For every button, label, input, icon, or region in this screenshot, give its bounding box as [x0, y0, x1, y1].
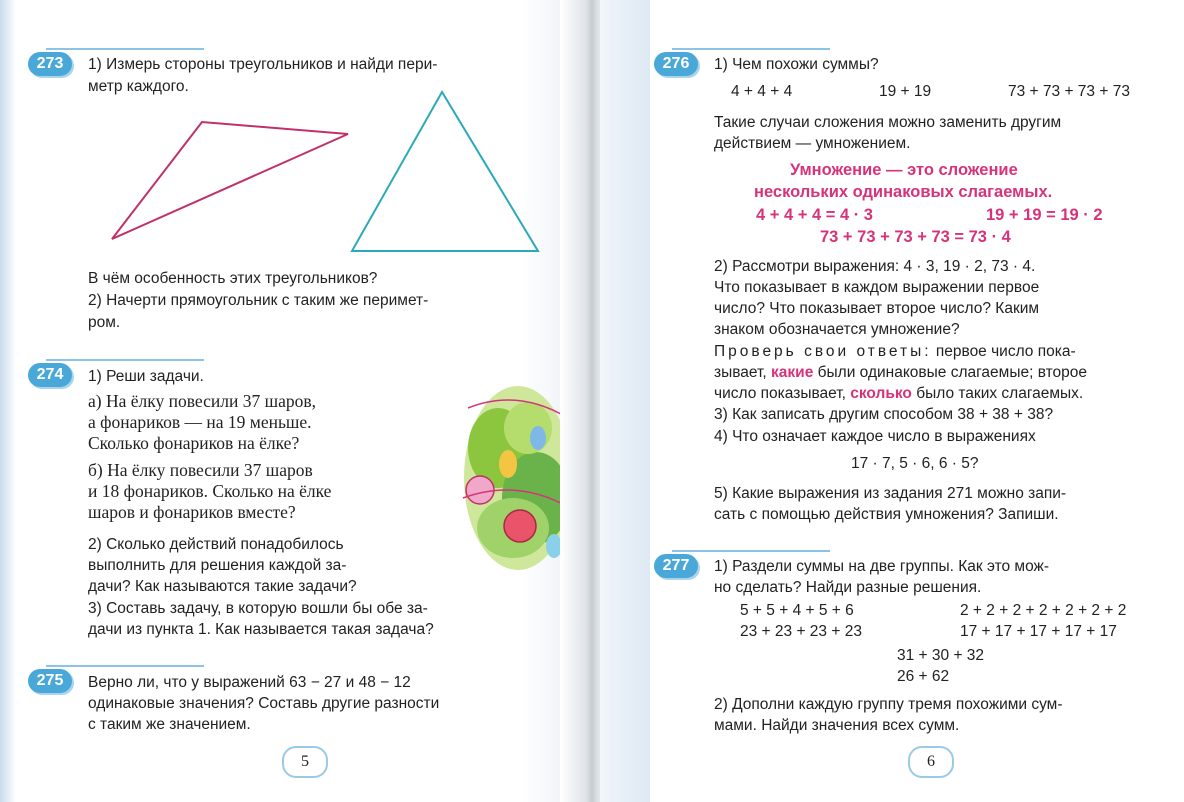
triangles-figure [100, 84, 550, 259]
text-line: дачи из пункта 1. Как называется такая задача? [88, 621, 434, 638]
text-line: б) На ёлку повесили 37 шаров [88, 460, 313, 480]
task-header-rule [672, 48, 830, 50]
text-line: действием — умножением. [714, 135, 911, 152]
sum-expression: 5 + 5 + 4 + 5 + 6 [740, 602, 854, 619]
page-edge-decoration [0, 0, 16, 802]
text-line: знаком обозначается умножение? [714, 321, 960, 338]
sum-expression: 4 + 4 + 4 [731, 83, 793, 100]
definition-line: Умножение — это сложение [790, 161, 1018, 179]
text-line: и 18 фонариков. Сколько на ёлке [88, 481, 332, 501]
text-line: 3) Составь задачу, в которую вошли бы обе за- [88, 600, 428, 617]
text-line [714, 383, 1083, 404]
text-line: одинаковые значения? Составь другие разности [88, 695, 440, 712]
highlight-word: сколько [850, 385, 912, 402]
text-line: Сколько фонариков на ёлке? [88, 433, 300, 453]
task-number-badge: 276 [654, 52, 698, 76]
text-line: 2) Дополни каждую группу тремя похожими сум- [714, 696, 1063, 713]
sum-expression: 19 + 19 [879, 83, 932, 100]
text-line: 4) Что означает каждое число в выражениях [714, 428, 1036, 445]
text-line: шаров и фонариков вместе? [88, 502, 296, 522]
definition-example: 73 + 73 + 73 + 73 = 73 · 4 [820, 228, 1011, 246]
text-line: мами. Найди значения всех сумм. [714, 717, 960, 734]
text-line: Такие случаи сложения можно заменить другим [714, 114, 1062, 131]
text-line: а) На ёлку повесили 37 шаров, [88, 391, 316, 411]
right-page [592, 0, 1184, 802]
text-line: выполнить для решения каждой за- [88, 557, 347, 574]
expression-line: 17 · 7, 5 · 6, 6 · 5? [851, 455, 979, 472]
spaced-text: Проверь свои ответы: [714, 343, 932, 360]
task-number-badge: 273 [28, 52, 72, 76]
text-line: 1) Чем похожи суммы? [714, 56, 879, 73]
highlight-word: какие [771, 364, 814, 381]
task-header-rule [672, 550, 830, 552]
task-header-rule [46, 665, 204, 667]
text-line: 1) Раздели суммы на две группы. Как это мож- [714, 558, 1050, 575]
text-line: В чём особенность этих треугольников? [88, 270, 378, 287]
text-line: 2) Рассмотри выражения: 4 · 3, 19 · 2, 73 · 4. [714, 258, 1036, 275]
definition-line: нескольких одинаковых слагаемых. [754, 183, 1053, 201]
sum-expression: 26 + 62 [897, 668, 950, 685]
task-header-rule [46, 359, 204, 361]
task-number-badge: 277 [654, 554, 698, 578]
christmas-tree-illustration [458, 378, 576, 578]
text-line [714, 362, 1087, 383]
text-line: 2) Начерти прямоугольник с таким же перимет- [88, 292, 429, 309]
text-line: число? Что показывает второе число? Каким [714, 300, 1040, 317]
text-line: 5) Какие выражения из задания 271 можно запи- [714, 485, 1067, 502]
definition-example: 4 + 4 + 4 = 4 · 3 [756, 206, 873, 224]
text-line: 1) Измерь стороны треугольников и найди пери- [88, 56, 438, 73]
text-line: а фонариков — на 19 меньше. [88, 412, 312, 432]
text-line [714, 341, 1076, 362]
definition-example: 19 + 19 = 19 · 2 [986, 206, 1103, 224]
sum-expression: 73 + 73 + 73 + 73 [1008, 83, 1130, 100]
text-line: дачи? Как называются такие задачи? [88, 578, 357, 595]
scalene-triangle [112, 122, 348, 239]
page-number: 6 [908, 746, 954, 778]
task-number-badge: 274 [28, 363, 72, 387]
page-number: 5 [282, 746, 328, 778]
text-line: Верно ли, что у выражений 63 − 27 и 48 − 12 [88, 674, 411, 691]
task-header-rule [46, 48, 204, 50]
text-line: 2) Сколько действий понадобилось [88, 536, 344, 553]
text-span: число показывает, [714, 385, 851, 402]
sum-expression: 31 + 30 + 32 [897, 647, 985, 664]
text-line: но сделать? Найди разные решения. [714, 579, 982, 596]
text-line: Что показывает в каждом выражении первое [714, 279, 1040, 296]
task-number-badge: 275 [28, 669, 72, 693]
text-line: 1) Реши задачи. [88, 368, 204, 385]
text-span: зывает, [714, 364, 772, 381]
text-span: были одинаковые слагаемые; второе [813, 364, 1087, 381]
text-line: метр каждого. [88, 78, 189, 95]
sum-expression: 2 + 2 + 2 + 2 + 2 + 2 + 2 [960, 602, 1127, 619]
equilateral-triangle [352, 92, 538, 251]
inner-margin-shade [600, 0, 650, 802]
sum-expression: 17 + 17 + 17 + 17 + 17 [960, 623, 1117, 640]
text-line: с таким же значением. [88, 716, 251, 733]
text-span: первое число пока- [931, 343, 1076, 360]
text-line: 3) Как записать другим способом 38 + 38 + 38? [714, 406, 1054, 423]
text-line: ром. [88, 314, 121, 331]
text-span: было таких слагаемых. [911, 385, 1084, 402]
sum-expression: 23 + 23 + 23 + 23 [740, 623, 862, 640]
text-line: сать с помощью действия умножения? Запиши. [714, 506, 1059, 523]
